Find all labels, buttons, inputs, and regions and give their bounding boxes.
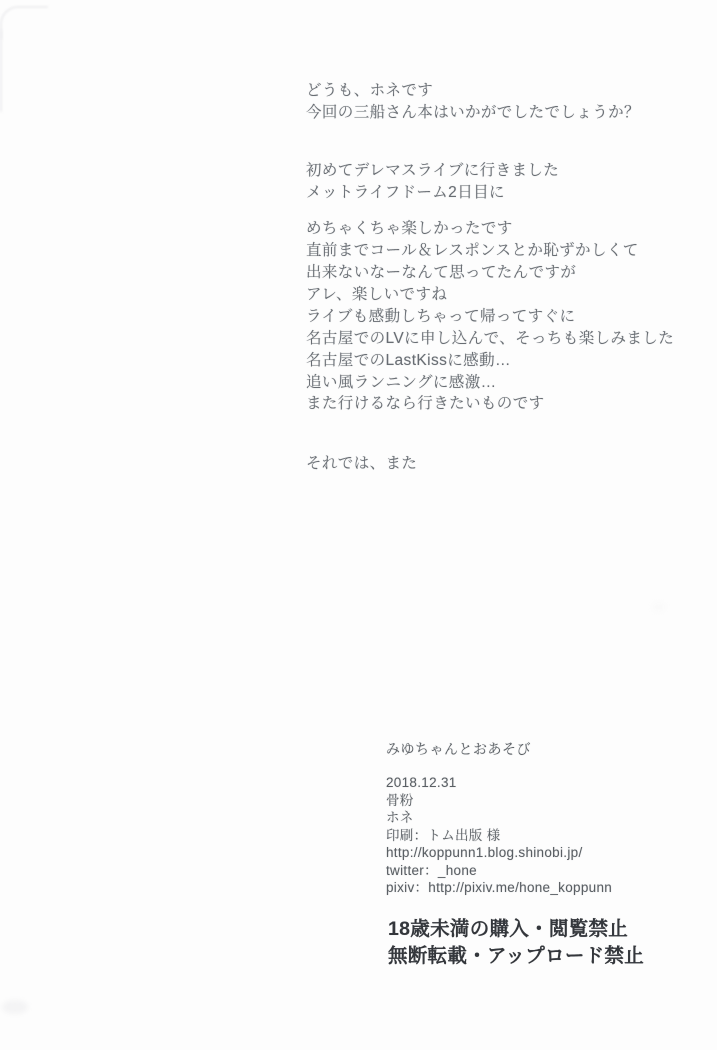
colophon-blog-url: http://koppunn1.blog.shinobi.jp/ — [386, 845, 583, 860]
afterword-greeting-paragraph — [306, 80, 640, 124]
afterword-line: ライブも感動しちゃって帰ってすぐに — [306, 308, 576, 325]
afterword-line: めちゃくちゃ楽しかったです — [306, 220, 513, 237]
scan-artifact-corner-arc — [0, 6, 48, 40]
scan-artifact-corner-line — [0, 30, 2, 112]
colophon-pixiv-url: pixiv：http://pixiv.me/hone_koppunn — [386, 880, 613, 895]
afterword-closing-paragraph — [306, 453, 417, 475]
afterword-line: 出来ないなーなんて思ってたんですが — [306, 264, 577, 281]
afterword-line: 初めてデレマスライブに行きました — [306, 162, 560, 179]
age-warning-block — [388, 916, 644, 970]
scan-artifact-speck — [2, 1000, 28, 1014]
age-warning-line: 18歳未満の購入・閲覧禁止 — [388, 918, 629, 940]
colophon-book-title: みゆちゃんとおあそび — [386, 741, 531, 757]
afterword-live-paragraph — [306, 160, 559, 204]
afterword-line: 名古屋でのLVに申し込んで、そっちも楽しみました — [306, 330, 675, 347]
age-warning-line: 無断転載・アップロード禁止 — [388, 945, 645, 967]
colophon-printer: 印刷：トム出版 様 — [386, 827, 501, 843]
colophon-twitter: twitter：_hone — [386, 862, 477, 878]
afterword-line: 名古屋でのLastKissに感動… — [306, 352, 511, 369]
colophon-circle-name: 骨粉 — [386, 792, 414, 808]
afterword-line: 直前までコール＆レスポンスとか恥ずかしくて — [306, 242, 639, 259]
colophon-author-name: ホネ — [386, 810, 414, 825]
afterword-line: 今回の三船さん本はいかがでしたでしょうか？ — [306, 104, 640, 121]
afterword-line: それでは、また — [306, 455, 418, 472]
scan-artifact-speck — [652, 602, 666, 612]
afterword-line: 追い風ランニングに感激… — [306, 374, 497, 391]
colophon-info-block — [386, 774, 612, 897]
afterword-impressions-paragraph — [306, 218, 674, 394]
colophon-date: 2018.12.31 — [386, 775, 457, 790]
afterword-line: メットライフドーム2日目に — [306, 184, 505, 201]
afterword-line: アレ、楽しいですね — [306, 286, 448, 303]
afterword-line: また行けるなら行きたいものです — [306, 395, 545, 412]
afterword-line: どうも、ホネです — [306, 82, 434, 99]
afterword-wish-paragraph — [306, 393, 545, 415]
